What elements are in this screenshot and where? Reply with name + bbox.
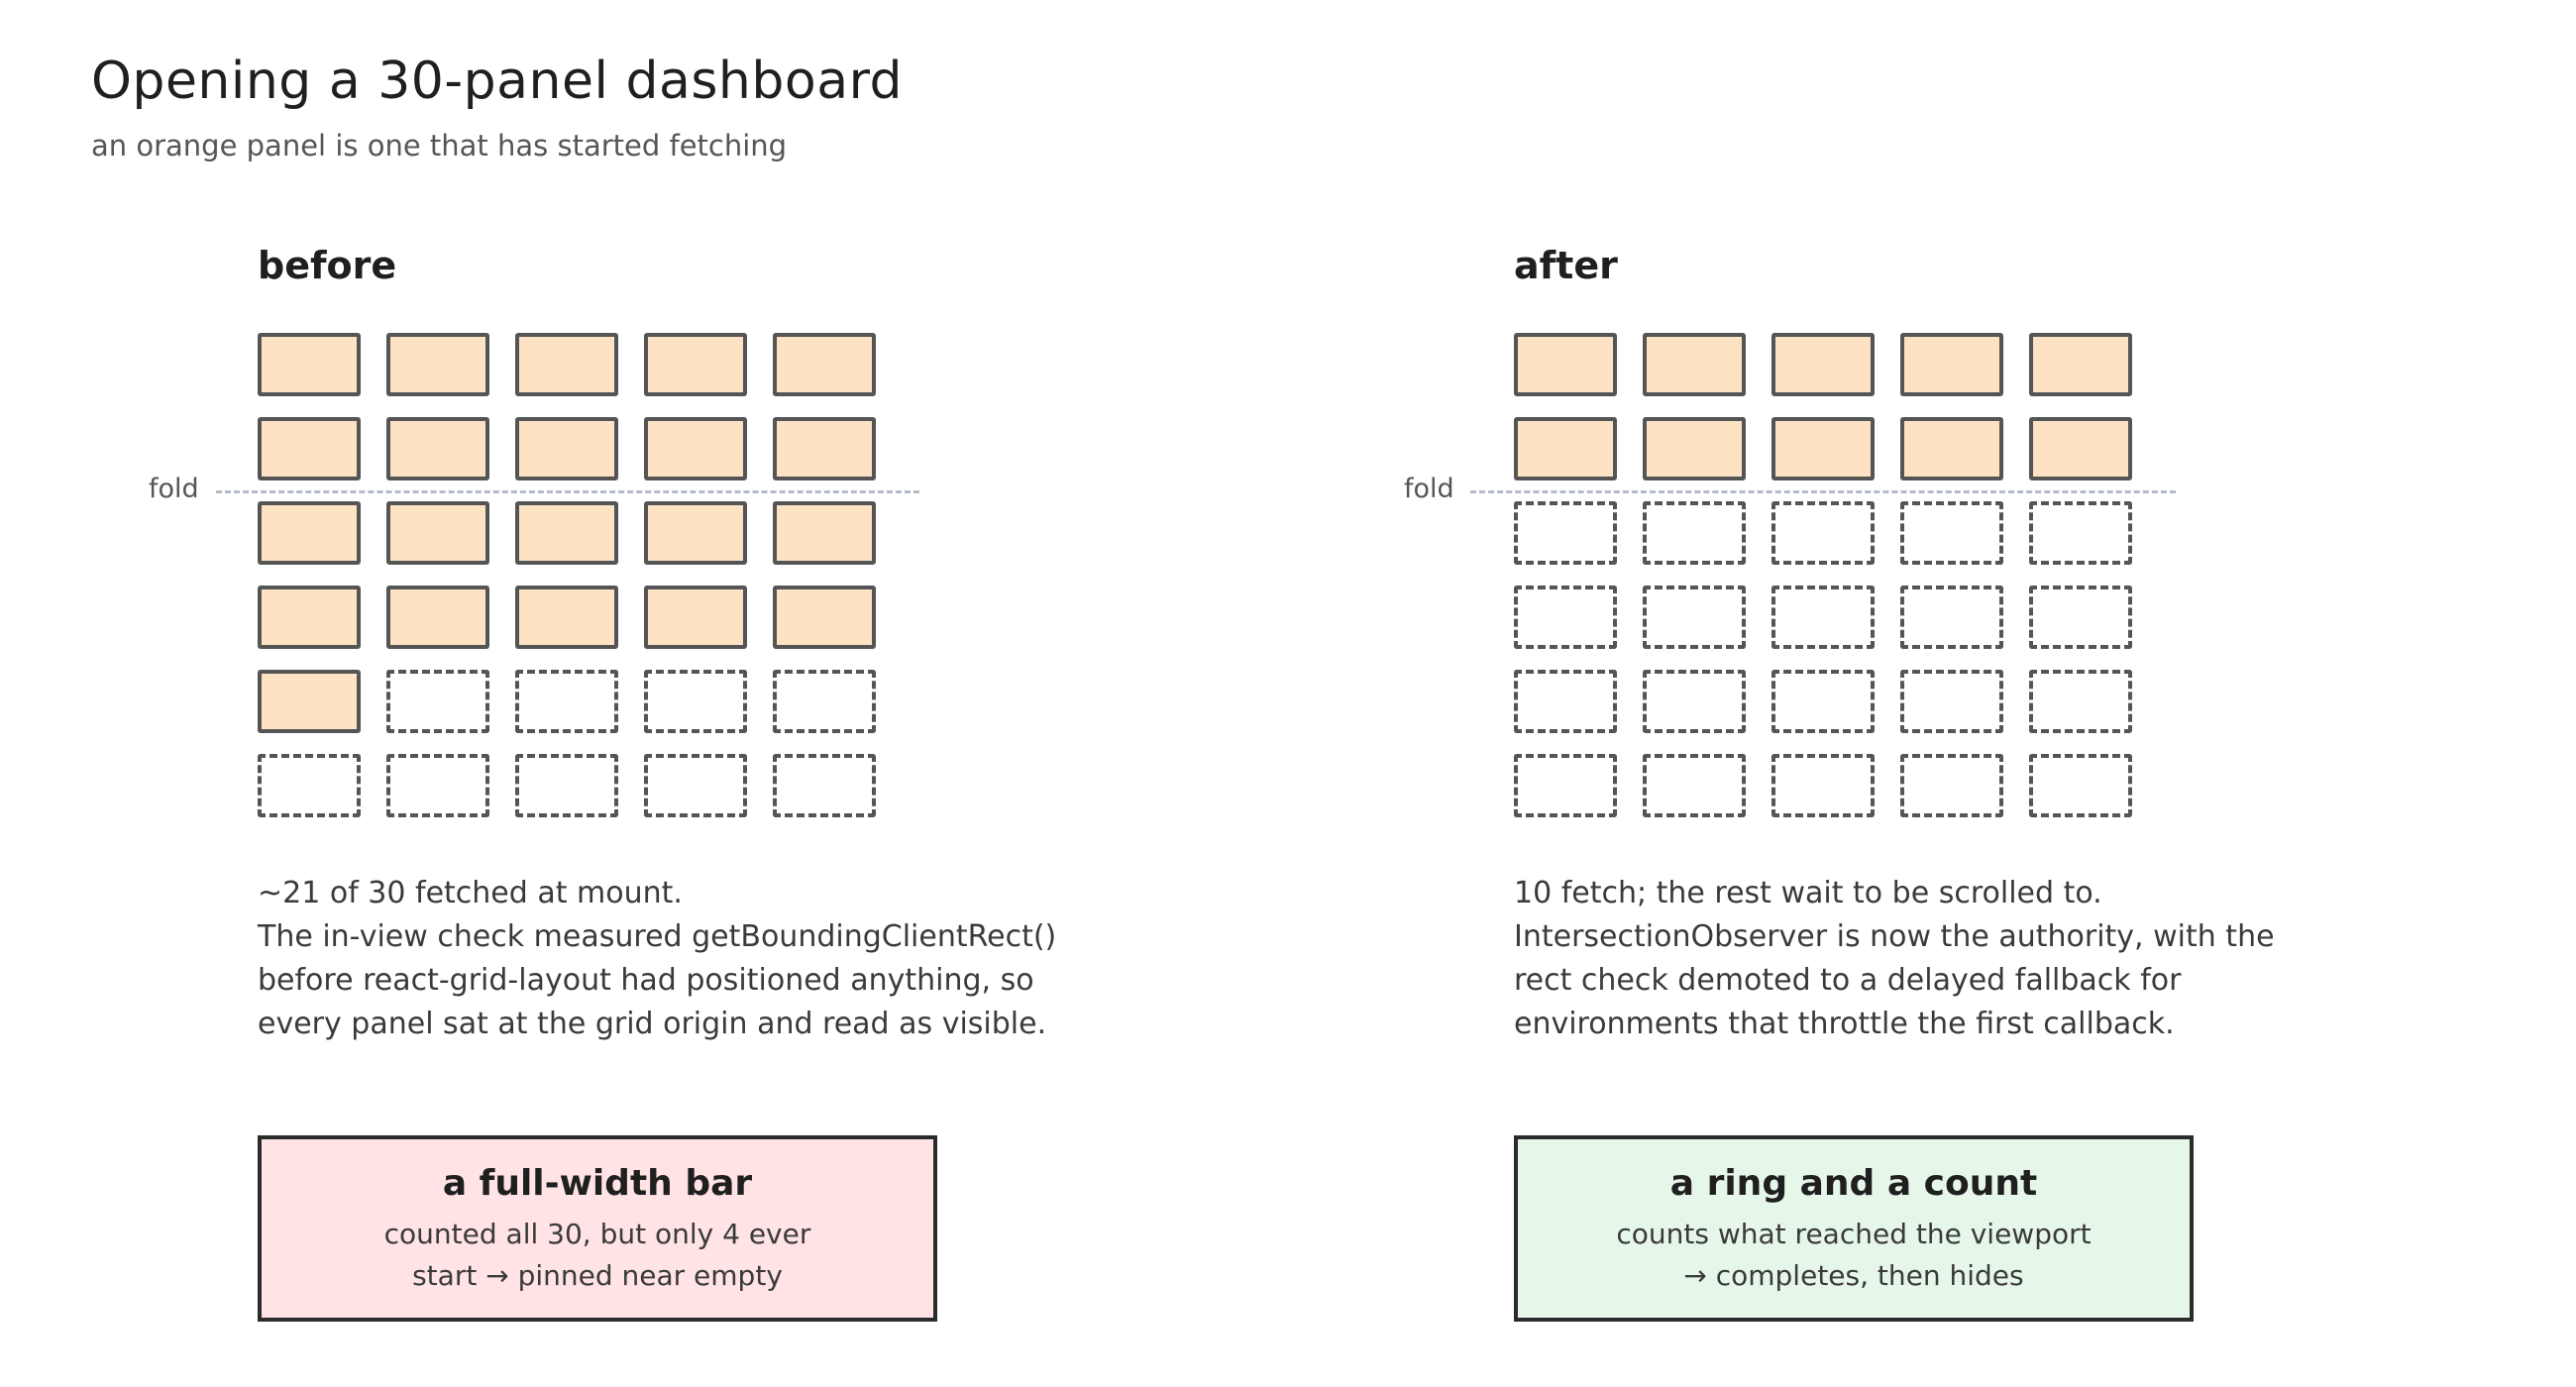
before-panel-waiting <box>773 670 876 733</box>
after-panel-waiting <box>1771 754 1875 817</box>
before-panel-waiting <box>515 754 618 817</box>
after-panel-waiting <box>2029 754 2132 817</box>
before-panel-waiting <box>773 754 876 817</box>
after-panel-waiting <box>1514 586 1617 649</box>
after-panel-fetched <box>1771 333 1875 396</box>
before-description-line: before react-grid-layout had positioned anything, so <box>258 963 1034 998</box>
after-panel-fetched <box>1900 417 2003 480</box>
before-callout <box>258 1135 937 1322</box>
after-panel-waiting <box>1643 754 1746 817</box>
after-panel-grid <box>1514 333 2136 818</box>
after-panel-waiting <box>1900 586 2003 649</box>
before-panel-fetched <box>515 333 618 396</box>
before-panel-fetched <box>644 417 747 480</box>
before-panel-fetched <box>258 670 361 733</box>
after-fold-line <box>1470 490 2176 493</box>
after-panel-fetched <box>2029 417 2132 480</box>
before-fold-line <box>216 490 919 493</box>
before-description-line: ~21 of 30 fetched at mount. <box>258 876 683 910</box>
after-panel-fetched <box>1514 417 1617 480</box>
before-panel-fetched <box>773 417 876 480</box>
before-panel-fetched <box>258 333 361 396</box>
after-panel-waiting <box>2029 586 2132 649</box>
before-panel-fetched <box>515 586 618 649</box>
after-panel-fetched <box>1643 333 1746 396</box>
after-panel-waiting <box>1643 586 1746 649</box>
before-panel-waiting <box>515 670 618 733</box>
after-heading: after <box>1514 244 1618 287</box>
before-callout-title: a full-width bar <box>442 1163 753 1204</box>
after-panel-fetched <box>2029 333 2132 396</box>
after-panel-waiting <box>1643 670 1746 733</box>
before-panel-waiting <box>644 670 747 733</box>
after-panel-waiting <box>1514 670 1617 733</box>
after-panel-waiting <box>2029 670 2132 733</box>
after-panel-waiting <box>1771 670 1875 733</box>
after-panel-waiting <box>2029 501 2132 565</box>
before-panel-fetched <box>644 501 747 565</box>
after-callout-title: a ring and a count <box>1669 1163 2038 1204</box>
before-panel-grid <box>258 333 880 818</box>
after-panel-waiting <box>1643 501 1746 565</box>
after-panel-waiting <box>1514 754 1617 817</box>
before-panel-fetched <box>258 417 361 480</box>
page-title: Opening a 30-panel dashboard <box>91 52 904 111</box>
before-panel-waiting <box>386 670 489 733</box>
before-panel-fetched <box>773 333 876 396</box>
before-description-line: The in-view check measured getBoundingClientRect() <box>258 919 1057 954</box>
before-panel-fetched <box>386 501 489 565</box>
before-panel-fetched <box>258 501 361 565</box>
after-panel-waiting <box>1771 501 1875 565</box>
before-panel-fetched <box>644 586 747 649</box>
after-panel-waiting <box>1771 586 1875 649</box>
after-description <box>1514 872 2336 1046</box>
after-panel-waiting <box>1900 670 2003 733</box>
before-panel-fetched <box>515 417 618 480</box>
before-callout-line: start → pinned near empty <box>412 1259 783 1292</box>
before-description <box>258 872 1080 1046</box>
before-panel-fetched <box>386 417 489 480</box>
after-panel-fetched <box>1514 333 1617 396</box>
after-fold-label: fold <box>1404 474 1454 504</box>
after-panel-fetched <box>1900 333 2003 396</box>
after-panel-waiting <box>1514 501 1617 565</box>
before-panel-fetched <box>644 333 747 396</box>
after-callout <box>1514 1135 2194 1322</box>
before-panel-fetched <box>258 586 361 649</box>
before-heading: before <box>258 244 397 287</box>
after-description-line: rect check demoted to a delayed fallback for <box>1514 963 2182 998</box>
before-panel-waiting <box>386 754 489 817</box>
after-callout-line: → completes, then hides <box>1683 1259 2024 1292</box>
after-panel-fetched <box>1643 417 1746 480</box>
before-panel-waiting <box>644 754 747 817</box>
after-panel-waiting <box>1900 501 2003 565</box>
after-description-line: environments that throttle the first callback. <box>1514 1007 2175 1041</box>
before-panel-fetched <box>773 501 876 565</box>
before-panel-fetched <box>515 501 618 565</box>
before-panel-fetched <box>386 333 489 396</box>
before-fold-label: fold <box>149 474 199 504</box>
before-callout-line: counted all 30, but only 4 ever <box>383 1218 811 1250</box>
page-subtitle: an orange panel is one that has started fetching <box>91 129 788 162</box>
after-description-line: IntersectionObserver is now the authority, with the <box>1514 919 2275 954</box>
after-panel-waiting <box>1900 754 2003 817</box>
before-panel-fetched <box>386 586 489 649</box>
before-description-line: every panel sat at the grid origin and read as visible. <box>258 1007 1047 1041</box>
after-description-line: 10 fetch; the rest wait to be scrolled to. <box>1514 876 2102 910</box>
before-panel-fetched <box>773 586 876 649</box>
after-callout-line: counts what reached the viewport <box>1616 1218 2092 1250</box>
after-panel-fetched <box>1771 417 1875 480</box>
before-panel-waiting <box>258 754 361 817</box>
